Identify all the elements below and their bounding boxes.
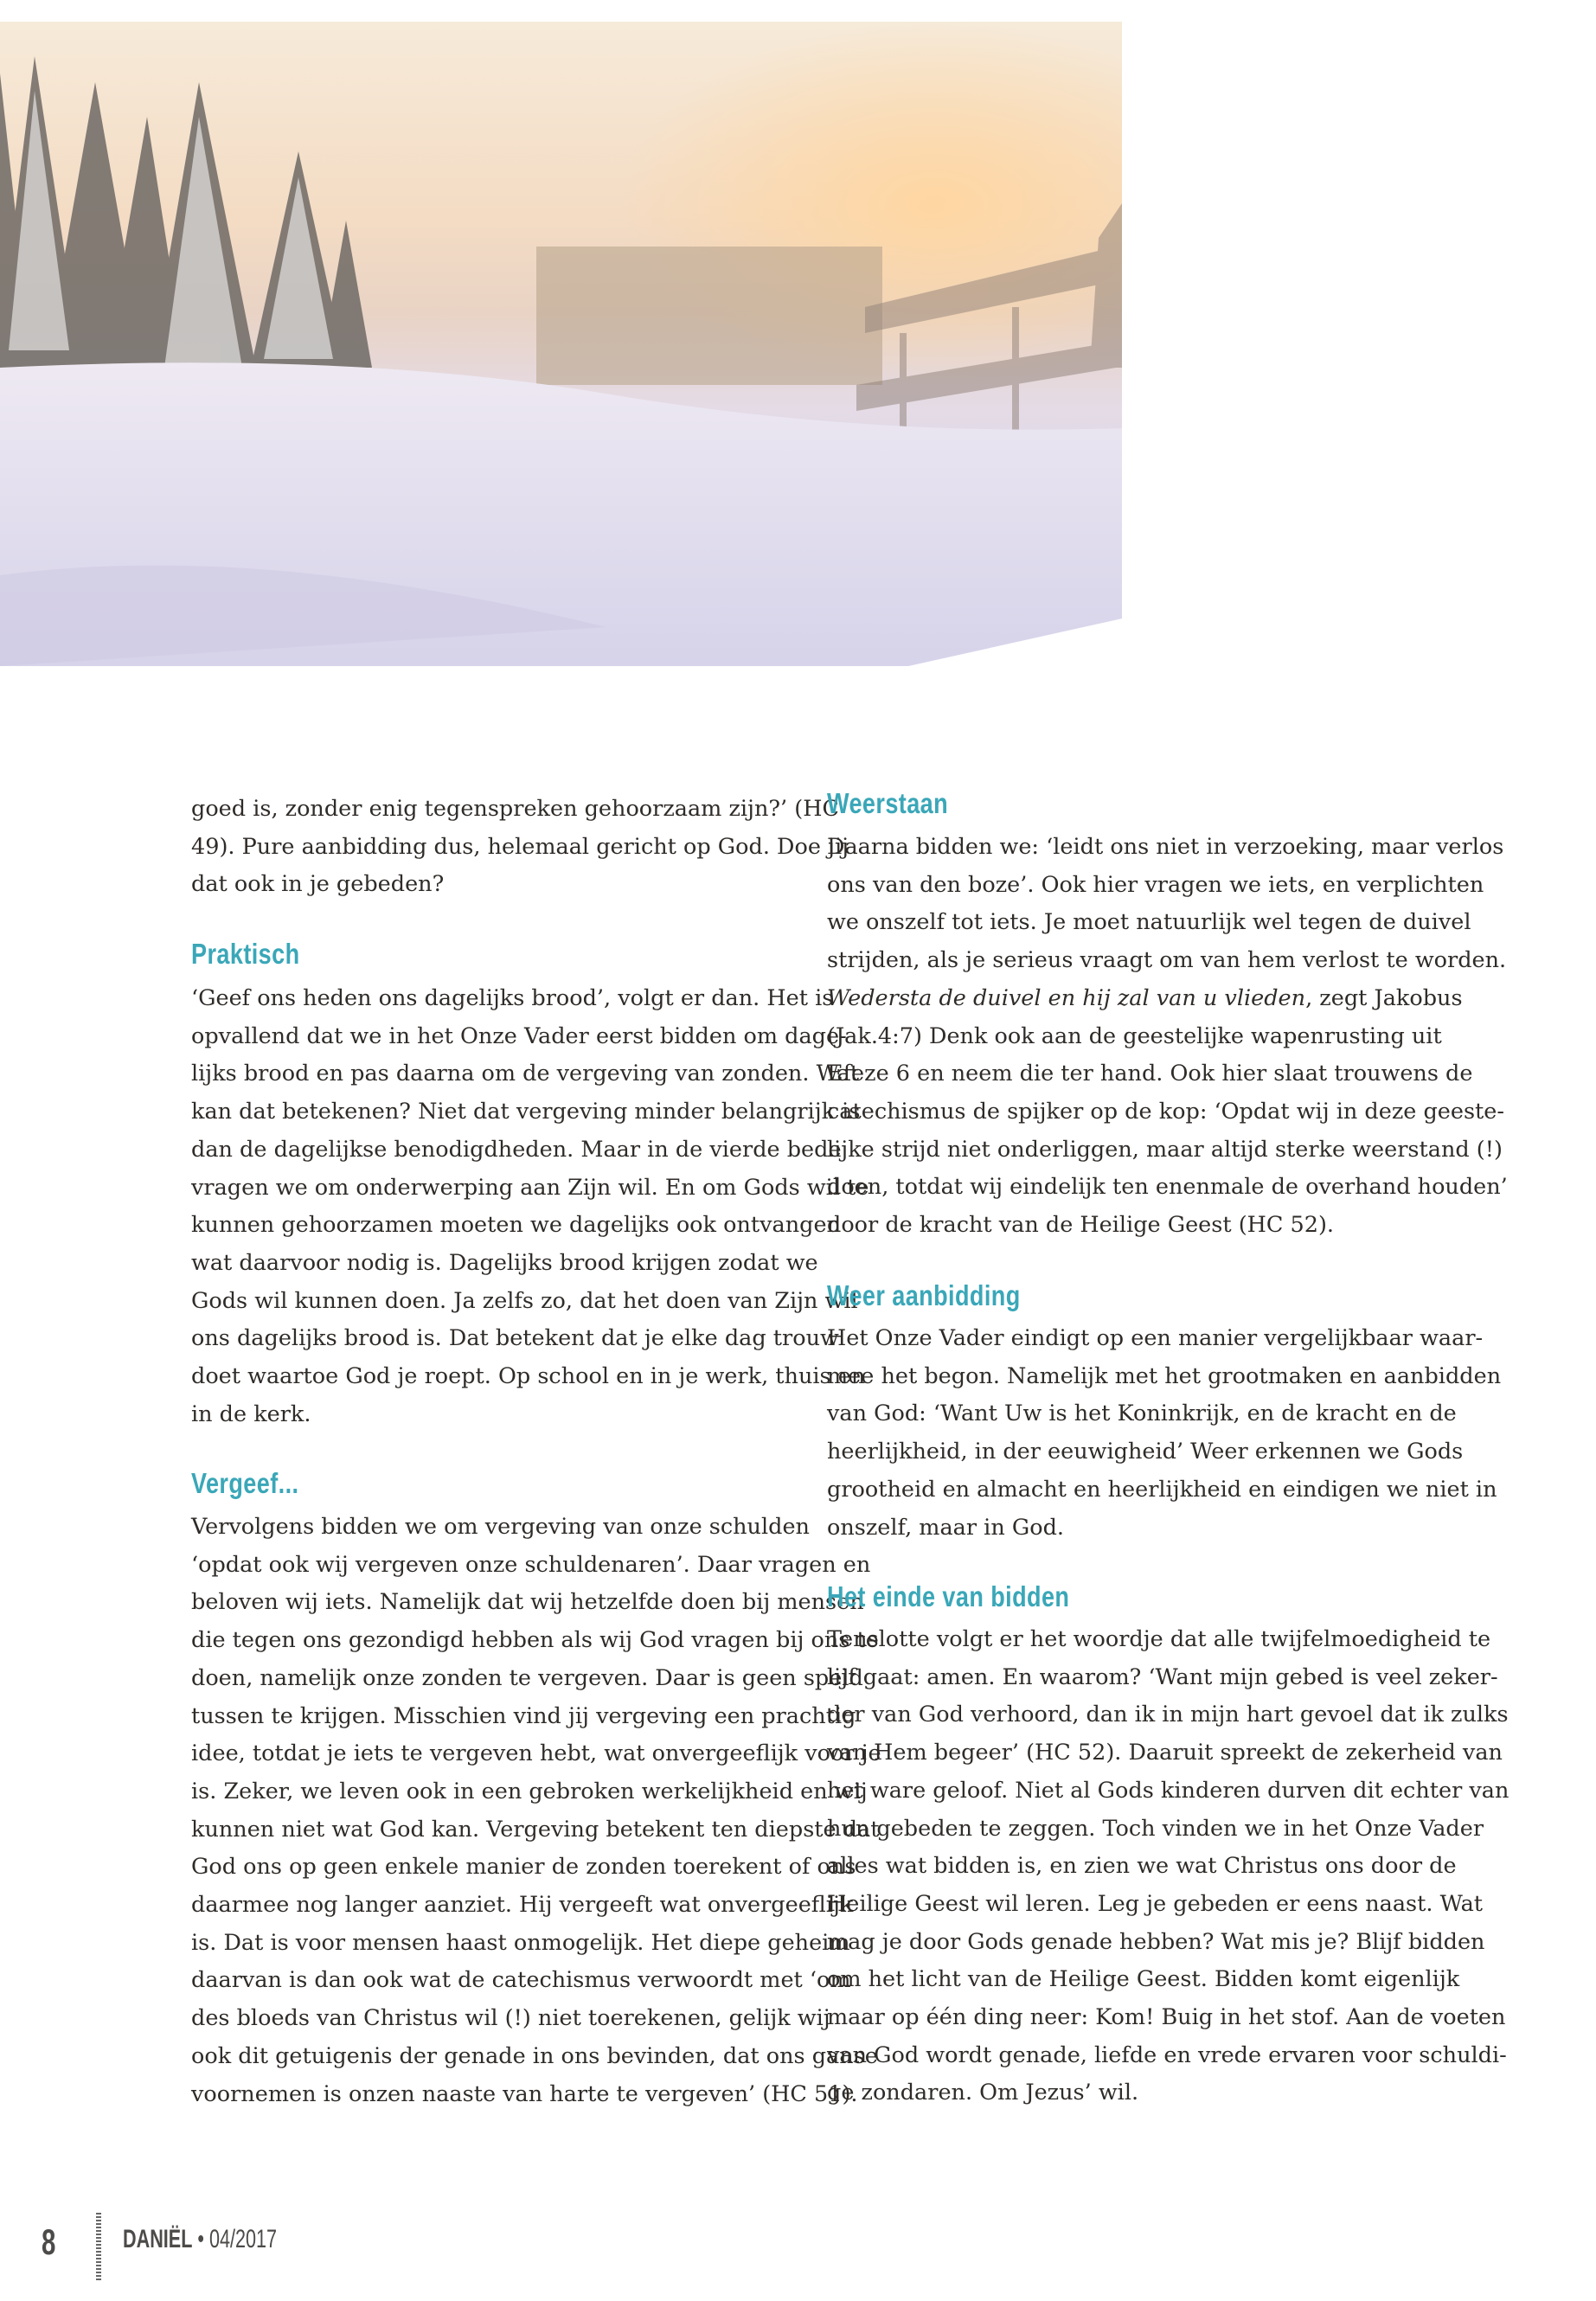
text-line: des bloeds van Christus wil (!) niet toerekenen, gelijk wij [191, 2005, 830, 2032]
heading-vergeef: Vergeef... [191, 1467, 299, 1499]
text-line: doet waartoe God je roept. Op school en in je werk, thuis en [191, 1363, 866, 1390]
winter-landscape-photo [0, 22, 1122, 666]
text-line: Vervolgens bidden we om vergeving van onze schulden [191, 1514, 810, 1540]
weerstaan-lines-2 [827, 1018, 1508, 1245]
text-line: die tegen ons gezondigd hebben als wij God vragen bij ons te [191, 1627, 879, 1654]
text-line: dat ook in je gebeden? [191, 871, 445, 898]
text-line: ons van den boze’. Ook hier vragen we iets, en verplichten [827, 871, 1484, 898]
issue-number: 04/2017 [208, 2225, 278, 2253]
text-line: Daarna bidden we: ‘leidt ons niet in verzoeking, maar verlos [827, 834, 1504, 860]
text-line: om het licht van de Heilige Geest. Bidden komt eigenlijk [827, 1966, 1460, 1993]
quote-attribution: , zegt Jakobus [1305, 984, 1463, 1011]
magazine-issue [123, 2225, 277, 2254]
text-line: tussen te krijgen. Misschien vind jij vergeving een prachtig [191, 1702, 856, 1729]
het-einde-paragraph [827, 1621, 1509, 2112]
text-line: ‘opdat ook wij vergeven onze schuldenaren’. Daar vragen en [191, 1551, 871, 1578]
text-line: mag je door Gods genade hebben? Wat mis je? Blijf bidden [827, 1928, 1485, 1955]
text-line: van Hem begeer’ (HC 52). Daaruit spreekt de zekerheid van [827, 1740, 1503, 1766]
snowy-forest-illustration [0, 22, 1122, 666]
footer-divider [96, 2213, 101, 2280]
text-line: is. Zeker, we leven ook in een gebroken werkelijkheid en wij [191, 1778, 868, 1804]
heading-weer-aanbidding: Weer aanbidding [827, 1279, 1021, 1311]
text-line: lijke strijd niet onderliggen, maar altijd sterke weerstand (!) [827, 1136, 1503, 1163]
text-line: we onszelf tot iets. Je moet natuurlijk wel tegen de duivel [827, 909, 1471, 936]
text-line: is. Dat is voor mensen haast onmogelijk. Het diepe geheim [191, 1929, 850, 1956]
text-line: God ons op geen enkele manier de zonden toerekent of ons [191, 1854, 856, 1881]
text-line: voornemen is onzen naaste van harte te vergeven’ (HC 51). [191, 2080, 858, 2107]
text-line: lijks brood en pas daarna om de vergeving van zonden. Wat [191, 1061, 860, 1087]
text-line: goed is, zonder enig tegenspreken gehoorzaam zijn?’ (HC [191, 796, 839, 822]
heading-het-einde-van-bidden: Het einde van bidden [827, 1580, 1070, 1612]
text-line: Tenslotte volgt er het woordje dat alle twijfelmoedigheid te [827, 1626, 1491, 1652]
text-line: vragen we om onderwerping aan Zijn wil. En om Gods wil te [191, 1174, 869, 1201]
heading-praktisch: Praktisch [191, 938, 300, 970]
james-quote: Wedersta de duivel en hij zal van u vlieden [827, 984, 1306, 1011]
text-line: ‘Geef ons heden ons dagelijks brood’, volgt er dan. Het is [191, 985, 834, 1011]
text-line: Heilige Geest wil leren. Leg je gebeden er eens naast. Wat [827, 1890, 1484, 1917]
magazine-name: DANIËL [123, 2225, 193, 2253]
text-line: maar op één ding neer: Kom! Buig in het stof. Aan de voeten [827, 2004, 1506, 2031]
text-line: strijden, als je serieus vraagt om van hem verlost te worden. [827, 947, 1507, 974]
text-line: van God wordt genade, liefde en vrede ervaren voor schuldi- [827, 2041, 1507, 2068]
vergeef-paragraph [191, 1509, 881, 2113]
text-line: opvallend dat we in het Onze Vader eerst bidden om dage- [191, 1022, 847, 1049]
praktisch-paragraph [191, 980, 869, 1433]
text-line: het ware geloof. Niet al Gods kinderen durven dit echter van [827, 1777, 1509, 1804]
text-line: doen, totdat wij eindelijk ten enenmale de overhand houden’ [827, 1174, 1508, 1201]
text-line: lijf gaat: amen. En waarom? ‘Want mijn gebed is veel zeker- [827, 1663, 1498, 1690]
text-line: kan dat betekenen? Niet dat vergeving minder belangrijk is [191, 1099, 861, 1125]
text-line: ons dagelijks brood is. Dat betekent dat je elke dag trouw [191, 1325, 839, 1352]
text-line: Gods wil kunnen doen. Ja zelfs zo, dat het doen van Zijn wil [191, 1287, 858, 1314]
text-line: hun gebeden te zeggen. Toch vinden we in het Onze Vader [827, 1815, 1484, 1842]
text-line: (Jak.4:7) Denk ook aan de geestelijke wapenrusting uit [827, 1022, 1442, 1049]
weer-aanbidding-paragraph [827, 1320, 1502, 1547]
weerstaan-quote-line [827, 980, 1463, 1018]
weerstaan-lines [827, 829, 1507, 980]
text-line: door de kracht van de Heilige Geest (HC 52). [827, 1212, 1335, 1239]
separator-dot: • [197, 2225, 204, 2253]
text-line: van God: ‘Want Uw is het Koninkrijk, en de kracht en de [827, 1400, 1457, 1427]
text-line: catechismus de spijker op de kop: ‘Opdat wij in deze geeste- [827, 1098, 1505, 1125]
page-number: 8 [42, 2221, 56, 2262]
text-line: doen, namelijk onze zonden te vergeven. Daar is geen speld [191, 1664, 863, 1691]
weerstaan-paragraph [827, 829, 1508, 1245]
text-line: 49). Pure aanbidding dus, helemaal gericht op God. Doe jij [191, 833, 849, 860]
text-line: daarvan is dan ook wat de catechismus verwoordt met ‘om [191, 1967, 851, 1994]
text-line: der van God verhoord, dan ik in mijn hart gevoel dat ik zulks [827, 1702, 1509, 1728]
text-line: beloven wij iets. Namelijk dat wij hetzelfde doen bij mensen [191, 1589, 864, 1616]
text-line: in de kerk. [191, 1400, 311, 1427]
text-line: wat daarvoor nodig is. Dagelijks brood krijgen zodat we [191, 1249, 818, 1276]
text-line: idee, totdat je iets te vergeven hebt, wat onvergeeflijk voor je [191, 1740, 881, 1767]
heading-weerstaan: Weerstaan [827, 787, 949, 819]
text-line: Efeze 6 en neem die ter hand. Ook hier slaat trouwens de [827, 1061, 1473, 1087]
text-line: ge zondaren. Om Jezus’ wil. [827, 2080, 1139, 2106]
text-line: daarmee nog langer aanziet. Hij vergeeft wat onvergeeflijk [191, 1892, 854, 1919]
text-line: Het Onze Vader eindigt op een manier vergelijkbaar waar- [827, 1325, 1484, 1351]
text-line: ook dit getuigenis der genade in ons bevinden, dat ons ganse [191, 2042, 878, 2069]
text-line: alles wat bidden is, en zien we wat Christus ons door de [827, 1853, 1457, 1880]
text-line: grootheid en almacht en heerlijkheid en eindigen we niet in [827, 1476, 1497, 1503]
intro-paragraph [191, 791, 849, 904]
text-line: heerlijkheid, in der eeuwigheid’ Weer erkennen we Gods [827, 1439, 1464, 1465]
text-line: dan de dagelijkse benodigdheden. Maar in de vierde bede [191, 1136, 842, 1163]
text-line: kunnen gehoorzamen moeten we dagelijks ook ontvangen [191, 1212, 841, 1239]
text-line: mee het begon. Namelijk met het grootmaken en aanbidden [827, 1362, 1502, 1389]
text-line: kunnen niet wat God kan. Vergeving betekent ten diepste dat [191, 1816, 880, 1843]
text-line: onszelf, maar in God. [827, 1514, 1065, 1541]
